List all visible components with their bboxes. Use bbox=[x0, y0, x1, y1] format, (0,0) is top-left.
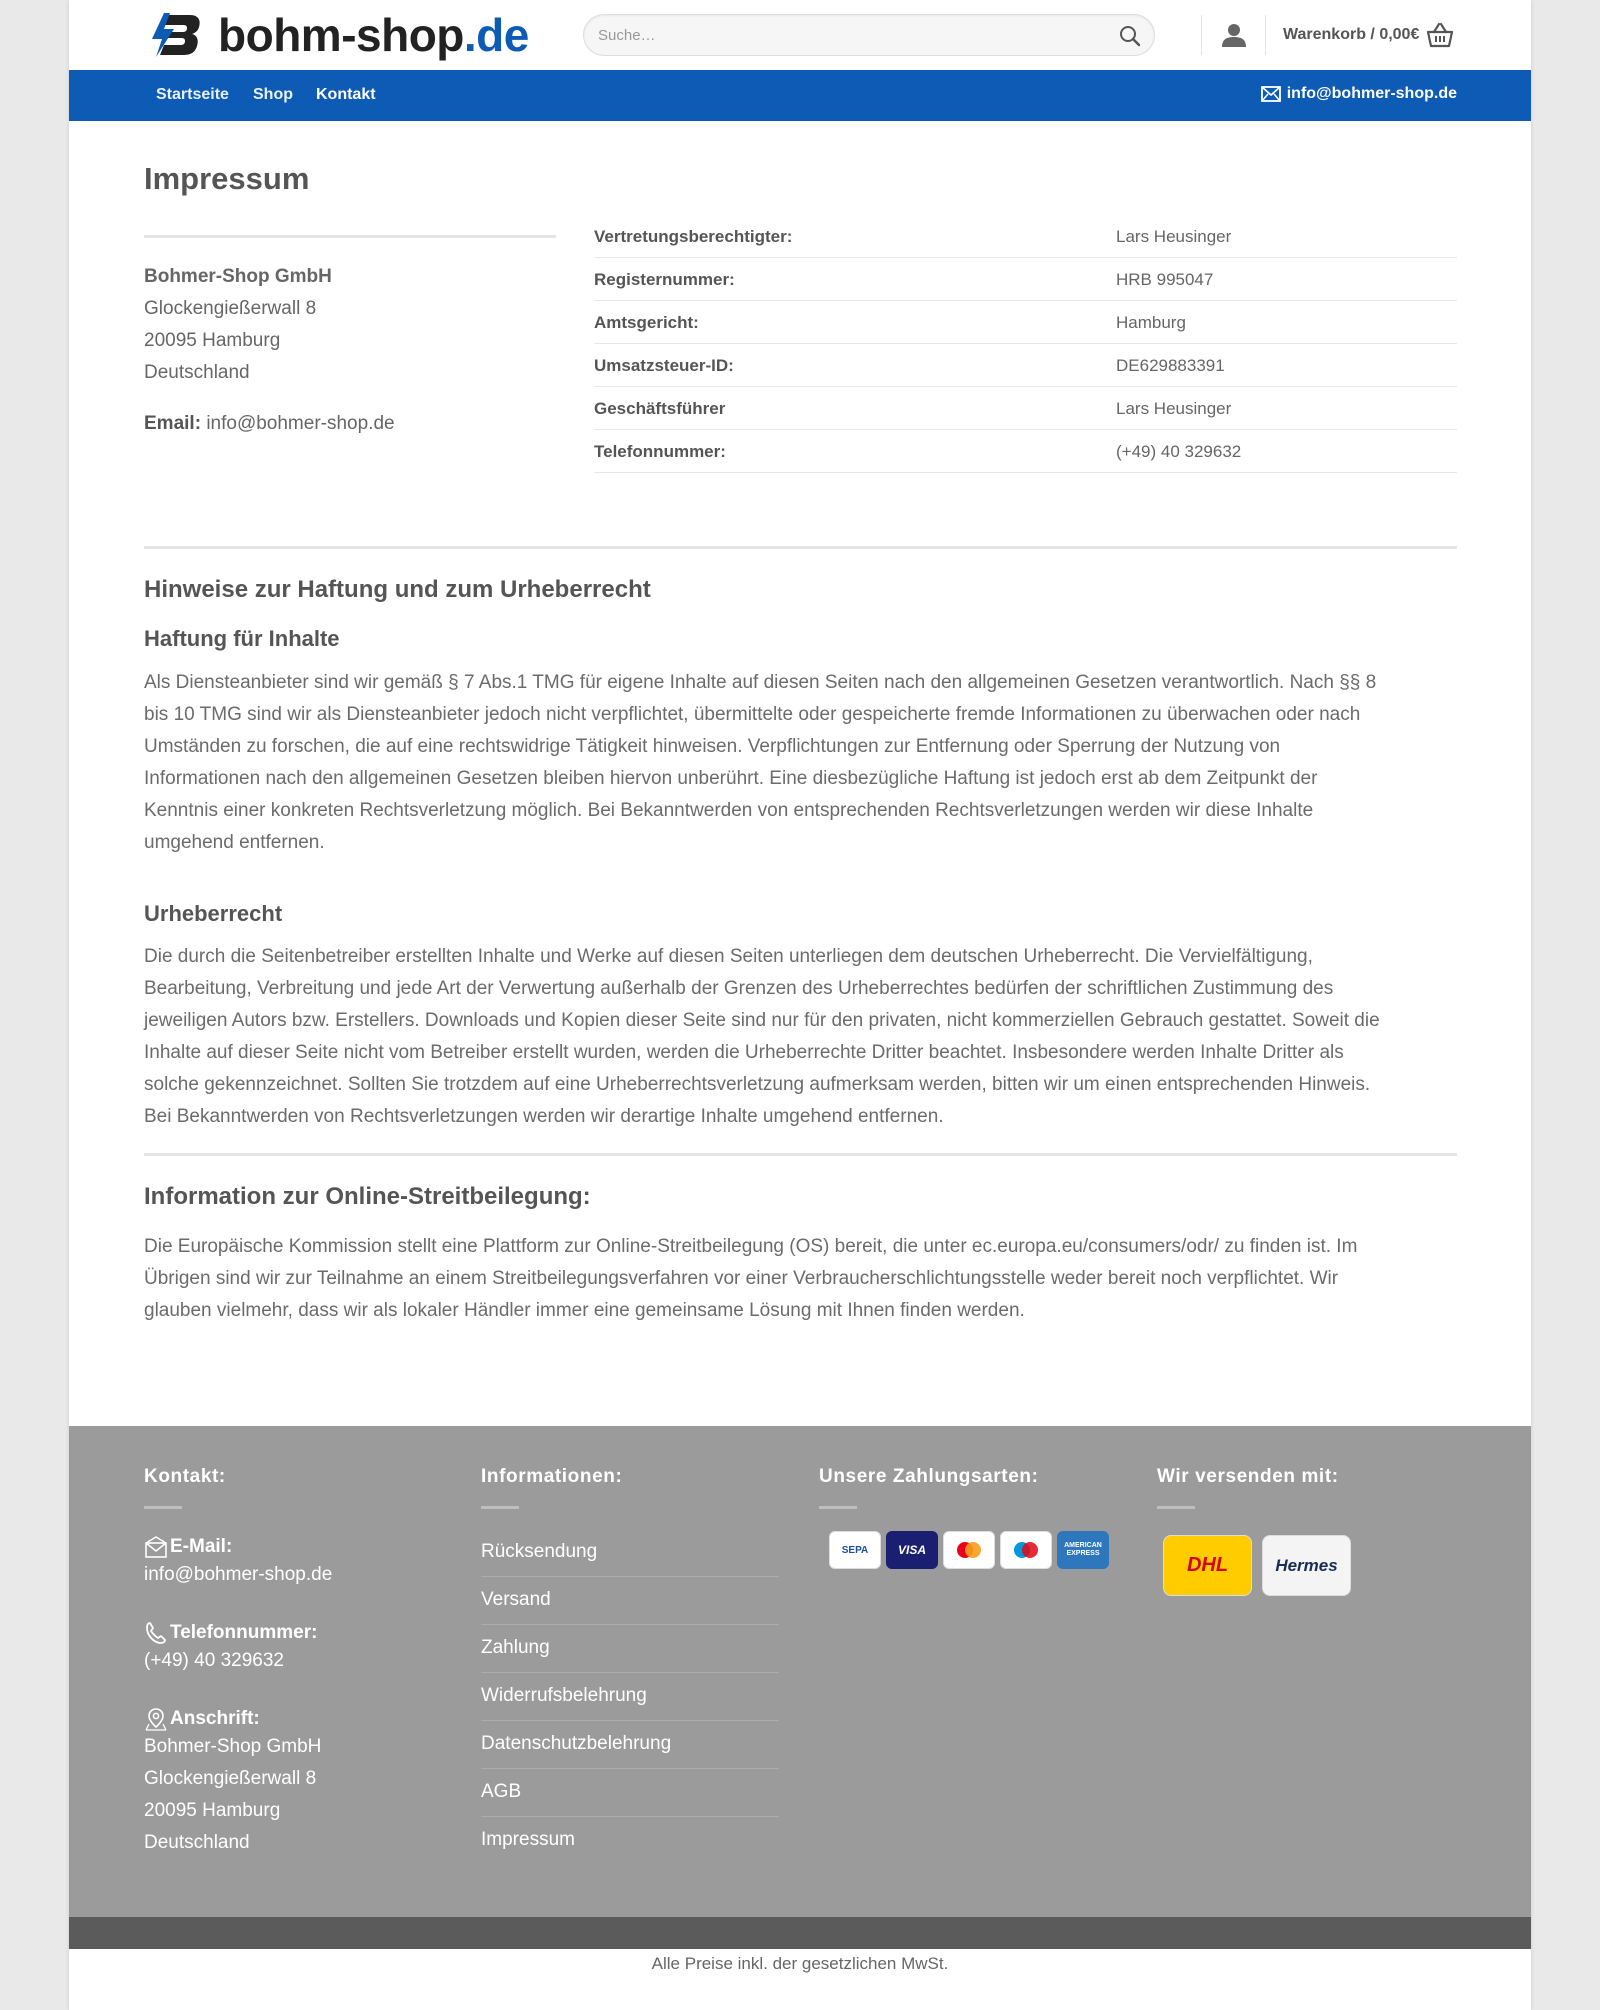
search-icon[interactable] bbox=[1118, 24, 1142, 48]
divider bbox=[819, 1506, 857, 1509]
basket-icon bbox=[1425, 21, 1455, 49]
footer-phone-label: Telefonnummer: bbox=[170, 1622, 318, 1643]
cart-label: Warenkorb / 0,00€ bbox=[1283, 26, 1420, 43]
search-input[interactable] bbox=[598, 24, 1098, 46]
section-divider bbox=[144, 546, 1457, 549]
address-city: 20095 Hamburg bbox=[144, 330, 281, 351]
footer-email-label: E-Mail: bbox=[170, 1536, 233, 1557]
maestro-icon bbox=[1000, 1531, 1052, 1569]
row-key: Vertretungsberechtigter: bbox=[594, 227, 793, 246]
table-row bbox=[594, 430, 1457, 473]
urheberrecht-heading: Urheberrecht bbox=[144, 901, 283, 926]
logo-bolt-icon bbox=[150, 11, 202, 59]
company-info-table bbox=[594, 215, 1457, 473]
footer-payment bbox=[819, 1466, 1114, 1569]
row-key: Umsatzsteuer-ID: bbox=[594, 356, 734, 375]
footer-link-zahlung[interactable]: Zahlung bbox=[481, 1625, 779, 1673]
row-value: (+49) 40 329632 bbox=[1116, 442, 1242, 461]
hermes-logo: Hermes bbox=[1262, 1535, 1351, 1596]
logo-tld-text: .de bbox=[463, 9, 529, 61]
page-title: Impressum bbox=[144, 161, 310, 196]
price-legal-note: Alle Preise inkl. der gesetzlichen MwSt. bbox=[651, 1954, 949, 1973]
row-key: Amtsgericht: bbox=[594, 313, 699, 332]
envelope-icon bbox=[1261, 86, 1281, 102]
row-value: Lars Heusinger bbox=[1116, 399, 1232, 418]
footer-payment-heading: Unsere Zahlungsarten: bbox=[819, 1466, 1039, 1487]
divider bbox=[1157, 1506, 1195, 1509]
nav-startseite[interactable]: Startseite bbox=[156, 86, 229, 103]
row-value: HRB 995047 bbox=[1116, 270, 1214, 289]
company-email bbox=[144, 413, 395, 435]
footer-link-ruecksendung[interactable]: Rücksendung bbox=[481, 1529, 779, 1577]
nav-email-link[interactable] bbox=[1261, 85, 1457, 103]
os-paragraph: Die Europäische Kommission stellt eine Plattform zur Online-Streitbeilegung (OS) bereit, die unter ec.europa.eu/consumers/odr/ zu finden ist. Im Übrigen sind wir zur Teilnahme an einem Streitbeilegungsverfahren vor einer Verbraucherschlichtungsstelle weder bereit noch verpflichtet. Wir glauben vielmehr, dass wir als lokaler Händler immer eine gemeinsame Lösung mit Ihnen finden werden. bbox=[144, 1236, 1358, 1321]
divider bbox=[144, 235, 556, 238]
table-row bbox=[594, 344, 1457, 387]
address-country: Deutschland bbox=[144, 362, 250, 383]
main-nav bbox=[69, 70, 1531, 121]
nav-kontakt[interactable]: Kontakt bbox=[316, 86, 376, 103]
row-value: DE629883391 bbox=[1116, 356, 1225, 375]
footer-link-impressum[interactable]: Impressum bbox=[481, 1829, 575, 1850]
footer-information bbox=[481, 1466, 779, 1865]
footer-info-heading: Informationen: bbox=[481, 1466, 623, 1487]
row-key: Geschäftsführer bbox=[594, 399, 726, 418]
map-pin-icon bbox=[144, 1707, 168, 1731]
footer-shipping-heading: Wir versenden mit: bbox=[1157, 1466, 1339, 1487]
divider bbox=[481, 1506, 519, 1509]
shipping-carriers bbox=[1163, 1535, 1361, 1596]
footer-bottom-bar bbox=[69, 1917, 1531, 1949]
header-divider bbox=[1201, 15, 1202, 55]
footer-contact-heading: Kontakt: bbox=[144, 1466, 226, 1487]
email-value[interactable]: info@bohmer-shop.de bbox=[206, 413, 395, 434]
table-row bbox=[594, 301, 1457, 344]
site-logo[interactable] bbox=[150, 8, 529, 62]
footer-link-agb[interactable]: AGB bbox=[481, 1769, 779, 1817]
address-street: Glockengießerwall 8 bbox=[144, 298, 317, 319]
amex-icon: AMERICAN EXPRESS bbox=[1057, 1531, 1109, 1569]
table-row bbox=[594, 387, 1457, 430]
payment-methods bbox=[829, 1531, 1114, 1569]
dhl-logo: DHL bbox=[1163, 1535, 1252, 1596]
company-name: Bohmer-Shop GmbH bbox=[144, 266, 332, 287]
os-heading: Information zur Online-Streitbeilegung: bbox=[144, 1183, 591, 1210]
header-divider bbox=[1265, 15, 1266, 55]
user-account-icon[interactable] bbox=[1221, 22, 1247, 48]
section-divider bbox=[144, 1153, 1457, 1156]
footer-phone[interactable]: (+49) 40 329632 bbox=[144, 1650, 284, 1671]
footer-link-datenschutz[interactable]: Datenschutzbelehrung bbox=[481, 1721, 779, 1769]
table-row bbox=[594, 258, 1457, 301]
company-address bbox=[144, 261, 332, 389]
nav-shop[interactable]: Shop bbox=[253, 86, 293, 103]
email-label: Email: bbox=[144, 413, 202, 434]
divider bbox=[144, 1506, 182, 1509]
footer-info-menu bbox=[481, 1529, 779, 1865]
footer-email[interactable]: info@bohmer-shop.de bbox=[144, 1564, 333, 1585]
liability-heading: Hinweise zur Haftung und zum Urheberrecht bbox=[144, 576, 651, 603]
phone-icon bbox=[144, 1621, 168, 1645]
row-value: Hamburg bbox=[1116, 313, 1186, 332]
cart-button[interactable] bbox=[1283, 22, 1455, 48]
haftung-heading: Haftung für Inhalte bbox=[144, 626, 340, 651]
table-row bbox=[594, 215, 1457, 258]
logo-main-text: bohm-shop bbox=[218, 9, 464, 61]
mastercard-icon bbox=[943, 1531, 995, 1569]
row-key: Telefonnummer: bbox=[594, 442, 726, 461]
site-header bbox=[69, 0, 1531, 70]
footer-link-versand[interactable]: Versand bbox=[481, 1577, 779, 1625]
page bbox=[69, 0, 1531, 2010]
urheberrecht-paragraph: Die durch die Seitenbetreiber erstellten Inhalte und Werke auf diesen Seiten unterliegen dem deutschen Urheberrecht. Die Vervielfältigung, Bearbeitung, Verbreitung und jede Art der Verwertung außerhalb der Grenzen des Urheberrechtes bedürfen der schriftlichen Zustimmung des jeweiligen Autors bzw. Erstellers. Downloads und Kopien dieser Seite sind nur für den privaten, nicht kommerziellen Gebrauch gestattet. Soweit die Inhalte auf dieser Seite nicht vom Betreiber erstellt wurden, werden die Urheberrechte Dritter beachtet. Insbesondere werden Inhalte Dritter als solche gekennzeichnet. Sollten Sie trotzdem auf eine Urheberrechtsverletzung aufmerksam werden, bitten wir um einen entsprechenden Hinweis. Bei Bekanntwerden von Rechtsverletzungen werden wir derartige Inhalte umgehend entfernen. bbox=[144, 946, 1380, 1127]
sepa-icon: SEPA bbox=[829, 1531, 881, 1569]
haftung-paragraph: Als Diensteanbieter sind wir gemäß § 7 Abs.1 TMG für eigene Inhalte auf diesen Seiten nach den allgemeinen Gesetzen verantwortlich. Nach §§ 8 bis 10 TMG sind wir als Diensteanbieter jedoch nicht verpflichtet, übermittelte oder gespeicherte fremde Informationen zu überwachen oder nach Umständen zu forschen, die auf eine rechtswidrige Tätigkeit hinweisen. Verpflichtungen zur Entfernung oder Sperrung der Nutzung von Informationen nach den allgemeinen Gesetzen bleiben hiervon unberührt. Eine diesbezügliche Haftung ist jedoch erst ab dem Zeitpunkt der Kenntnis einer konkreten Rechtsverletzung möglich. Bei Bekanntwerden von entsprechenden Rechtsverletzungen werden wir diese Inhalte umgehend entfernen. bbox=[144, 672, 1377, 853]
site-footer bbox=[69, 1426, 1531, 1917]
footer-address-label: Anschrift: bbox=[170, 1708, 260, 1729]
search-bar bbox=[583, 14, 1155, 56]
footer-address: Bohmer-Shop GmbH Glockengießerwall 8 20095 Hamburg Deutschland bbox=[144, 1736, 322, 1853]
footer-link-widerruf[interactable]: Widerrufsbelehrung bbox=[481, 1673, 779, 1721]
footer-contact bbox=[144, 1466, 332, 1859]
row-value: Lars Heusinger bbox=[1116, 227, 1232, 246]
visa-icon: VISA bbox=[886, 1531, 938, 1569]
nav-email-text: info@bohmer-shop.de bbox=[1286, 85, 1457, 102]
row-key: Registernummer: bbox=[594, 270, 735, 289]
email-envelope-icon bbox=[144, 1535, 168, 1559]
footer-shipping bbox=[1157, 1466, 1361, 1596]
